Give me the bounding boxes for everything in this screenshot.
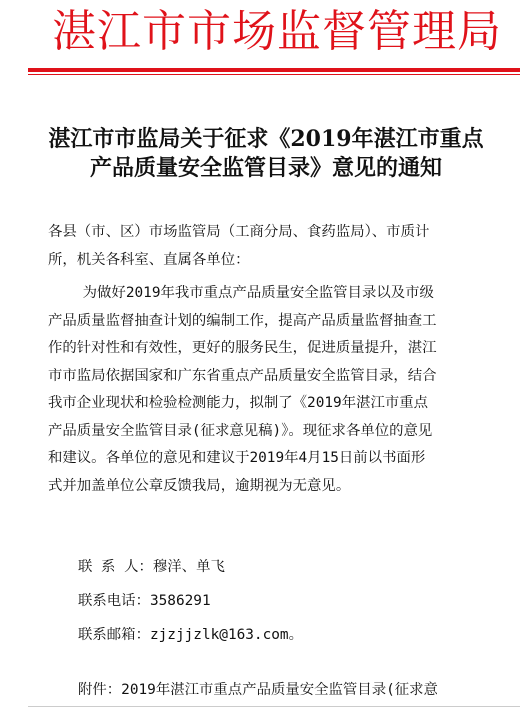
paragraph-line: 为做好2019年我市重点产品质量安全监管目录以及市级: [48, 285, 434, 301]
paragraph-line: 市市监局依据国家和广东省重点产品质量安全监管目录，结合: [48, 367, 437, 384]
contact-phone-label: 联系电话：: [78, 593, 150, 609]
letterhead: [0, 0, 526, 72]
addressee-line: 所，机关各科室、直属各单位：: [48, 251, 250, 268]
contact-email-label: 联系邮箱：: [78, 627, 150, 643]
paragraph-line: 式并加盖单位公章反馈我局，逾期视为无意见。: [48, 477, 351, 494]
addressee: [48, 219, 488, 274]
contact-email: [78, 623, 303, 647]
paragraph-line: 产品质量安全监管目录(征求意见稿)》。现征求各单位的意见: [48, 422, 433, 439]
paragraph-line: 和建议。各单位的意见和建议于2019年4月15日前以书面形: [48, 450, 426, 466]
contact-phone: [78, 589, 211, 613]
attachment-line: 附件：2019年湛江市重点产品质量安全监管目录(征求意: [78, 682, 438, 698]
bottom-divider: [28, 706, 520, 707]
letterhead-divider-thin: [28, 74, 520, 75]
paragraph-line: 作的针对性和有效性，更好的服务民生，促进质量提升，湛江: [48, 340, 437, 356]
document-title-line-2: 产品质量安全监管目录》意见的通知: [89, 155, 442, 181]
paragraph-line: 产品质量监督抽查计划的编制工作，提高产品质量监督抽查工: [48, 312, 437, 329]
contact-person-label: 联 系 人：: [78, 559, 153, 575]
letterhead-divider-thick: [28, 68, 520, 72]
organization-title: 湛江市市场监督管理局: [52, 6, 502, 57]
body-paragraph: [48, 280, 488, 500]
contact-email-value: zjzjjzlk@163.com。: [149, 627, 303, 643]
paragraph-line: 我市企业现状和检验检测能力，拟制了《2019年湛江市重点: [48, 395, 429, 411]
contact-person: [78, 555, 225, 579]
document-title-line-1: 湛江市市监局关于征求《2019年湛江市重点: [48, 126, 484, 152]
addressee-line: 各县（市、区）市场监管局（工商分局、食药监局）、市质计: [48, 224, 430, 240]
contact-phone-value: 3586291: [149, 593, 211, 609]
contact-person-value: 穆洋、单飞: [152, 559, 225, 575]
